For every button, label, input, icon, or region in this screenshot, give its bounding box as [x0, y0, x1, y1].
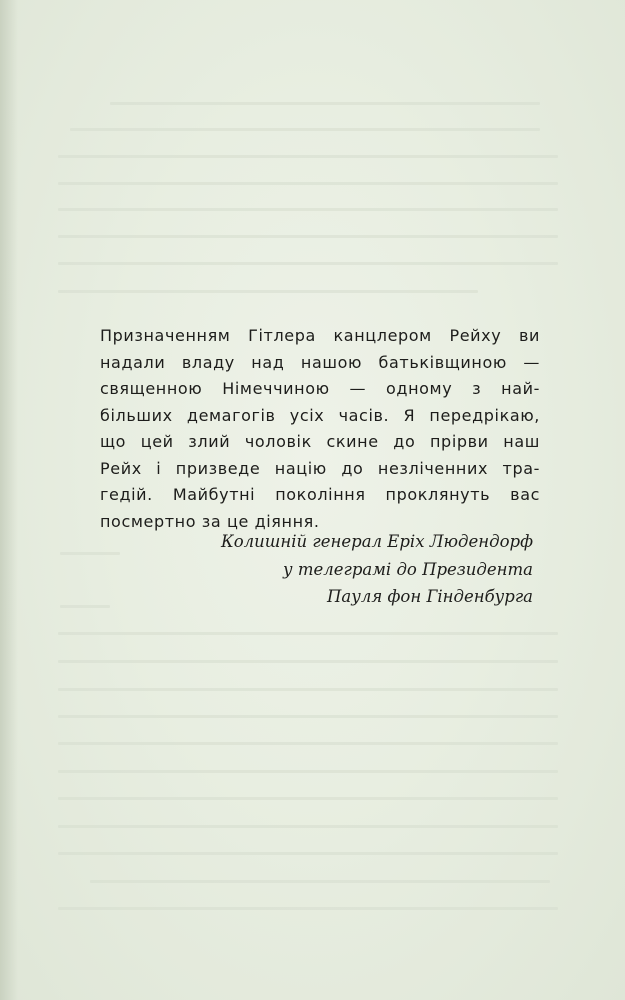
bleed-through-line — [58, 262, 558, 265]
attribution-line: Колишній генерал Еріх Людендорф — [220, 532, 533, 551]
bleed-through-line — [58, 290, 478, 293]
quote-line: Рейх і призведе націю до незліченних тра- — [100, 458, 540, 478]
epigraph-quote — [100, 323, 540, 535]
quote-line: надали владу над нашою батьківщиною — — [100, 352, 540, 372]
bleed-through-line — [110, 102, 540, 105]
attribution-line: у телеграмі до Президента — [283, 559, 533, 579]
quote-line: що цей злий чоловік скине до прірви наш — [100, 432, 540, 451]
bleed-through-line — [58, 235, 558, 238]
quote-line: більших демагогів усіх часів. Я передрікаю, — [100, 405, 540, 425]
bleed-through-line — [60, 605, 110, 608]
bleed-through-line — [58, 208, 558, 211]
bleed-through-line — [58, 742, 558, 745]
bleed-through-line — [58, 852, 558, 855]
page-edge-shadow — [0, 0, 18, 1000]
bleed-through-line — [58, 155, 558, 158]
bleed-through-line — [58, 715, 558, 718]
bleed-through-line — [58, 660, 558, 663]
epigraph-attribution — [113, 528, 533, 611]
bleed-through-line — [58, 907, 558, 910]
bleed-through-line — [58, 770, 558, 773]
bleed-through-line — [70, 128, 540, 131]
bleed-through-line — [58, 182, 558, 185]
bleed-through-line — [58, 688, 558, 691]
bleed-through-line — [90, 880, 550, 883]
quote-line: Призначенням Гітлера канцлером Рейху ви — [100, 326, 540, 345]
quote-line: священною Німеччиною — одному з най- — [100, 379, 540, 398]
bleed-through-line — [58, 825, 558, 828]
quote-line-last: посмертно за це діяння. — [100, 511, 320, 531]
bleed-through-line — [58, 797, 558, 800]
bleed-through-line — [58, 632, 558, 635]
attribution-line: Пауля фон Гінденбурга — [327, 587, 533, 606]
bleed-through-line — [60, 552, 120, 555]
quote-line: гедій. Майбутні покоління проклянуть вас — [100, 485, 540, 504]
